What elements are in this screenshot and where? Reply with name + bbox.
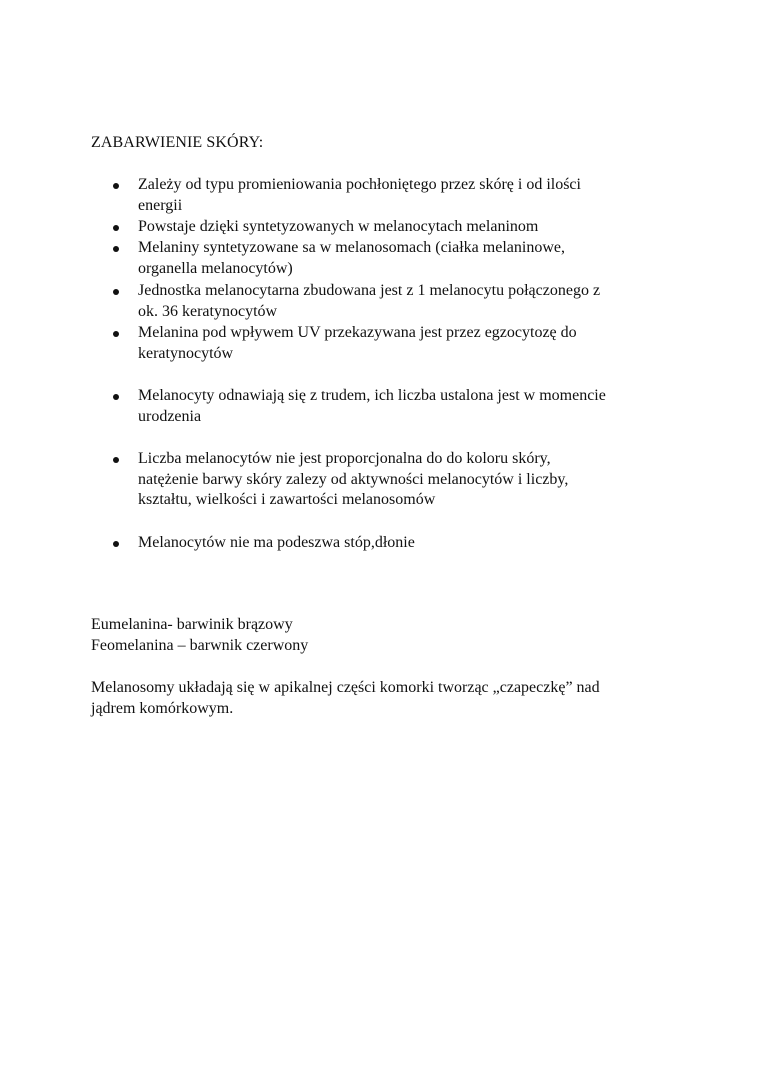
list-item xyxy=(138,238,678,279)
list-item-line: organella melanocytów) xyxy=(138,259,293,277)
list-item xyxy=(138,533,678,554)
bullet-icon xyxy=(113,246,119,252)
list-item-line: Melanocyty odnawiają się z trudem, ich liczba ustalona jest w momencie xyxy=(138,387,606,404)
list-item-line: Zależy od typu promieniowania pochłoniętego przez skórę i od ilości xyxy=(138,176,581,193)
list-item-line: Melanocytów nie ma podeszwa stóp,dłonie xyxy=(138,534,415,551)
list-item-line: urodzenia xyxy=(138,407,202,425)
definition-eumelanina: Eumelanina- barwinik brązowy xyxy=(91,616,293,633)
closing-paragraph xyxy=(91,678,600,719)
list-item-line: Powstaje dzięki syntetyzowanych w melanocytach melaninom xyxy=(138,218,539,235)
closing-line: Melanosomy układają się w apikalnej części komorki tworząc „czapeczkę” nad xyxy=(91,679,600,696)
bullet-icon xyxy=(113,457,119,463)
section-heading: ZABARWIENIE SKÓRY: xyxy=(91,134,264,151)
list-item xyxy=(138,386,678,427)
bullet-icon xyxy=(113,541,119,547)
bullet-icon xyxy=(113,331,119,337)
list-item xyxy=(138,323,678,364)
list-item-line: keratynocytów xyxy=(138,344,234,362)
list-item xyxy=(138,281,678,322)
closing-line: jądrem komórkowym. xyxy=(91,699,234,717)
list-item xyxy=(138,217,678,238)
definition-feomelanina: Feomelanina – barwnik czerwony xyxy=(91,636,309,654)
list-item-line: natężenie barwy skóry zalezy od aktywności melanocytów i liczby, xyxy=(138,470,569,488)
list-item xyxy=(138,175,678,216)
list-item-line: ok. 36 keratynocytów xyxy=(138,302,278,320)
list-item-line: Jednostka melanocytarna zbudowana jest z 1 melanocytu połączonego z xyxy=(138,282,601,299)
list-item-line: Liczba melanocytów nie jest proporcjonalna do do koloru skóry, xyxy=(138,450,551,467)
list-item-line: Melaniny syntetyzowane sa w melanosomach (ciałka melaninowe, xyxy=(138,239,565,256)
list-item xyxy=(138,449,678,511)
bullet-icon xyxy=(113,183,119,189)
bullet-icon xyxy=(113,394,119,400)
definitions-block xyxy=(91,615,308,656)
bullet-icon xyxy=(113,289,119,295)
list-item-line: kształtu, wielkości i zawartości melanosomów xyxy=(138,491,436,508)
bullet-icon xyxy=(113,225,119,231)
list-item-line: Melanina pod wpływem UV przekazywana jest przez egzocytozę do xyxy=(138,324,577,341)
list-item-line: energii xyxy=(138,196,183,214)
